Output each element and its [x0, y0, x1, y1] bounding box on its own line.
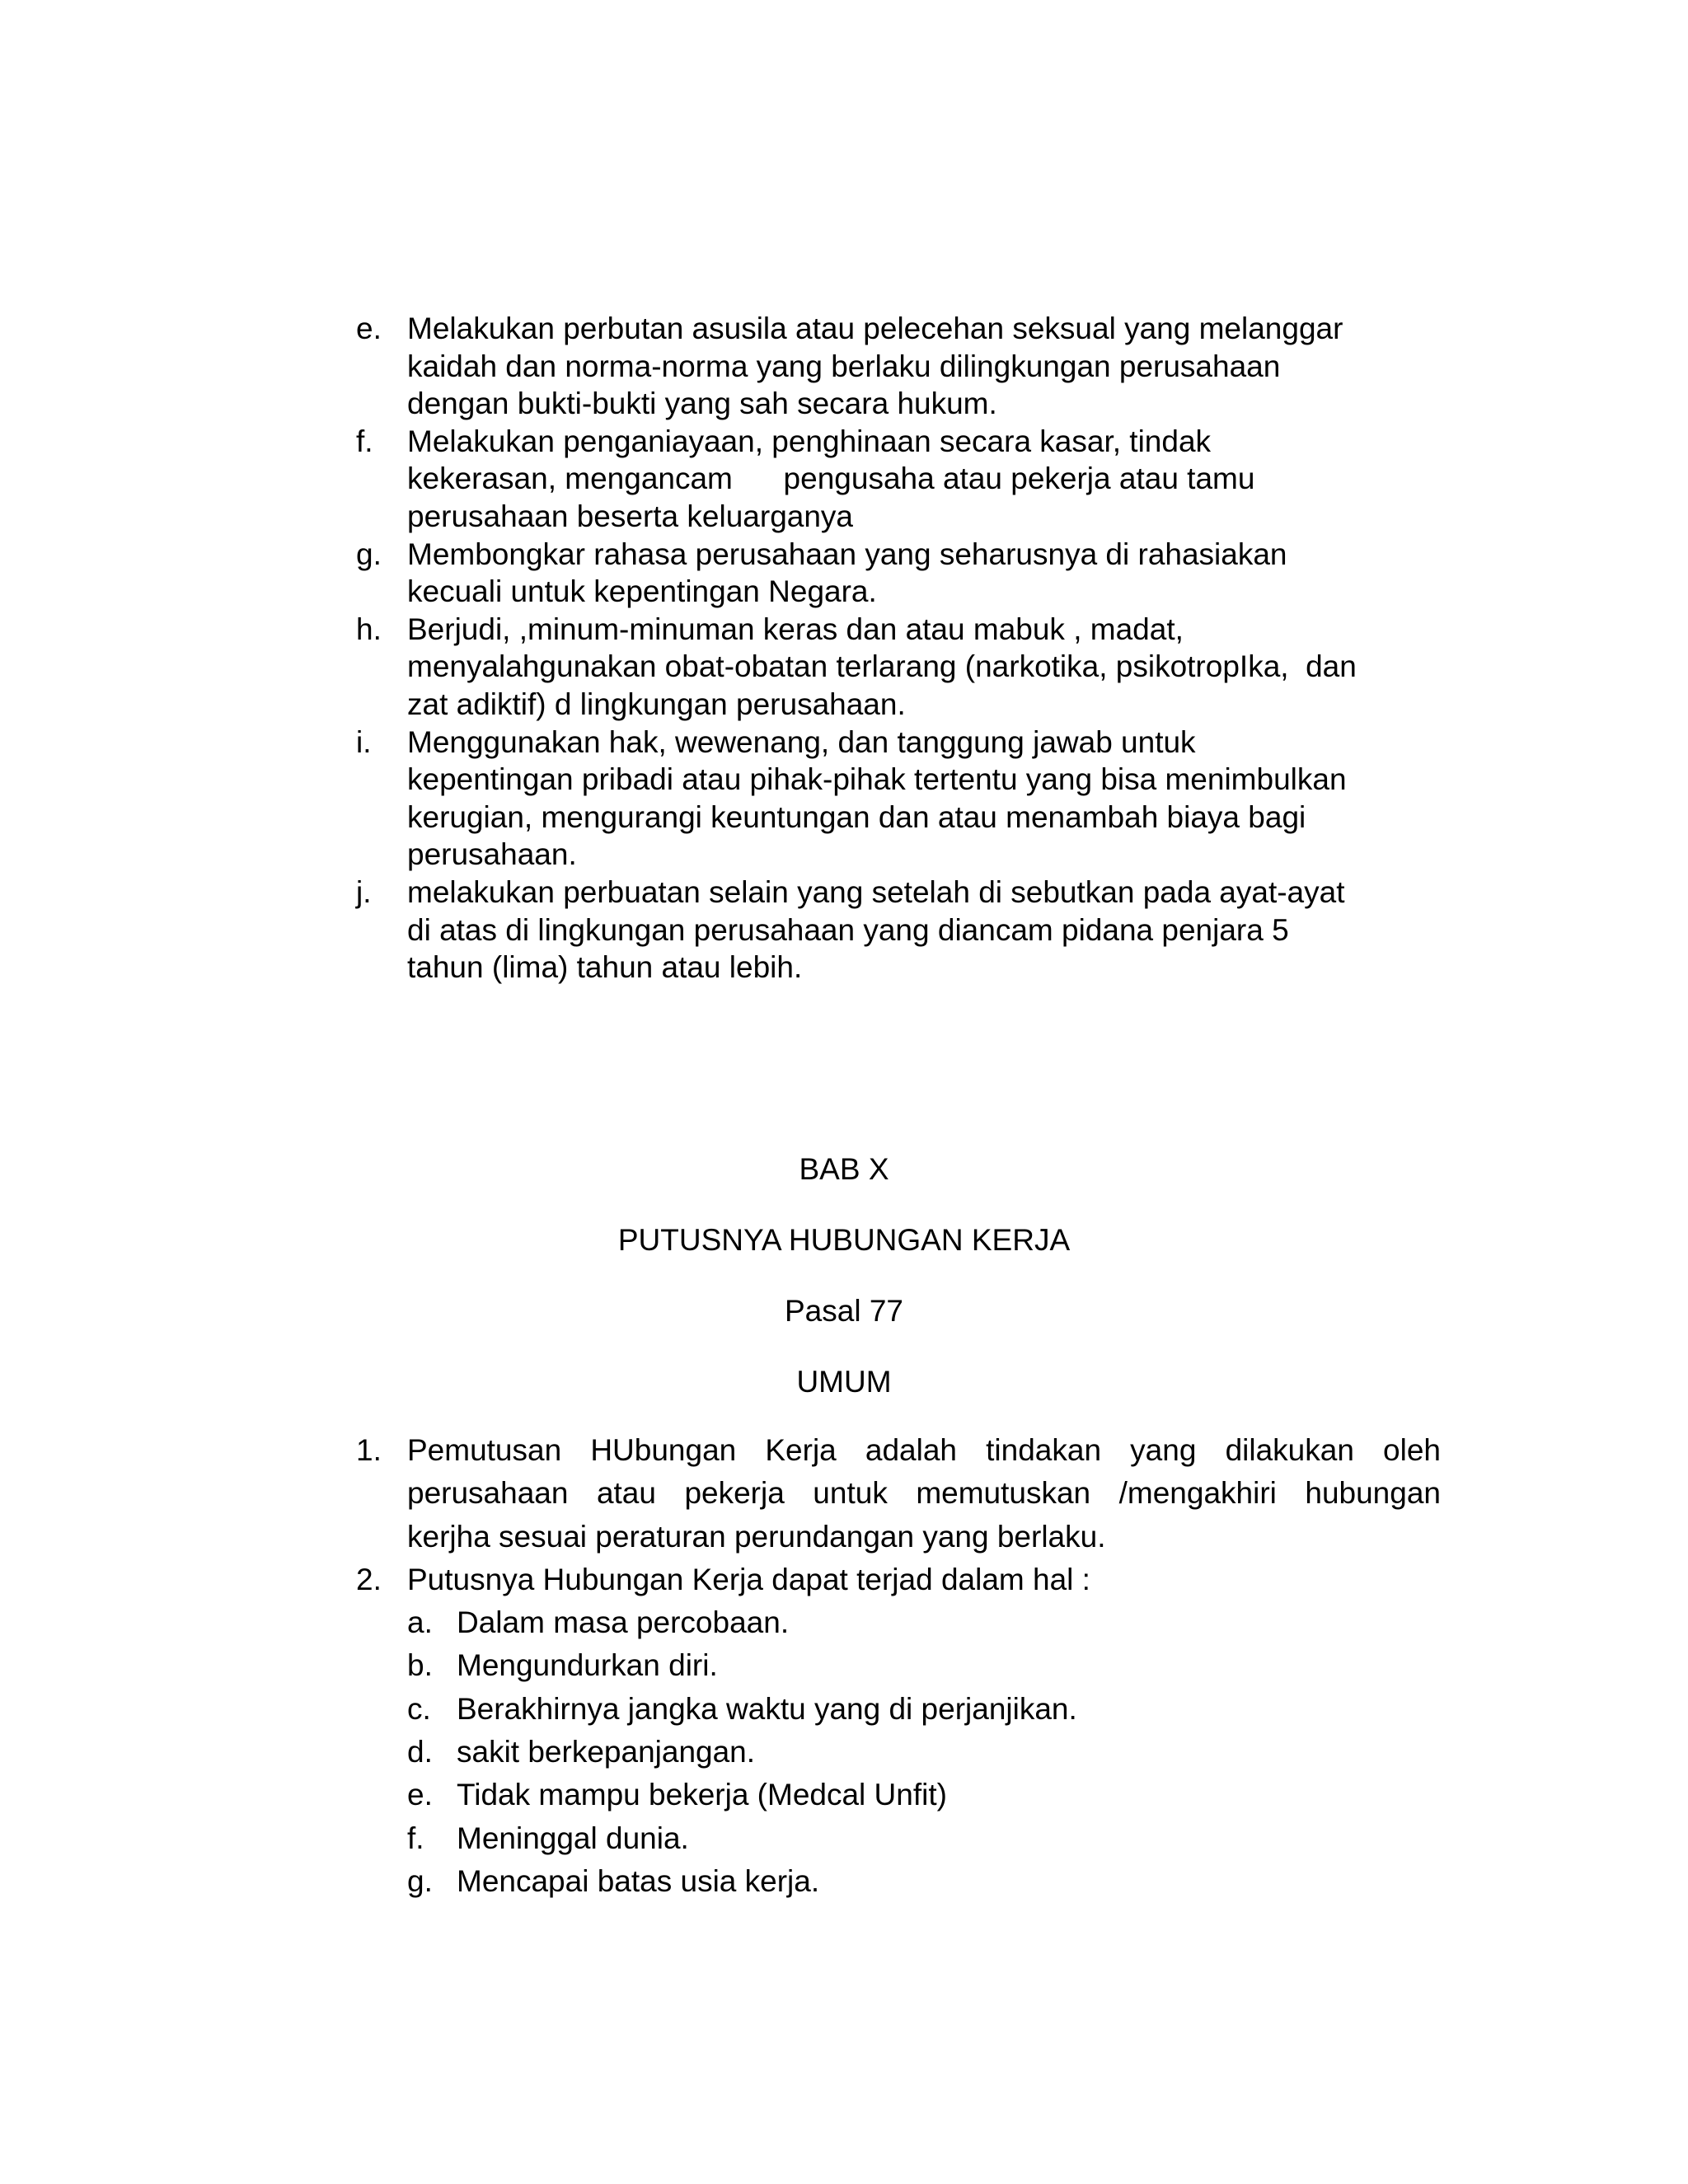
list-line: kepentingan pribadi atau pihak-pihak tertentu yang bisa menimbulkan	[407, 762, 1347, 797]
list-line: Melakukan perbutan asusila atau pelecehan seksual yang melanggar	[407, 312, 1343, 345]
list-line: perusahaan beserta keluarganya	[407, 499, 853, 533]
article-heading: Pasal 77	[785, 1294, 903, 1328]
list-marker: c.	[407, 1691, 431, 1726]
sub-list-item	[407, 1601, 1441, 1644]
list-line: menyalahgunakan obat-obatan terlarang (narkotika, psikotropIka, dan	[407, 649, 1357, 684]
list-marker: e.	[356, 312, 382, 345]
sub-list-item	[407, 1644, 1441, 1687]
list-marker: e.	[407, 1778, 433, 1812]
list-item	[356, 310, 1452, 423]
list-text: Mencapai batas usia kerja.	[457, 1863, 820, 1898]
sub-list-item	[407, 1860, 1441, 1903]
list-item	[356, 536, 1452, 611]
chapter-title: PUTUSNYA HUBUNGAN KERJA	[617, 1223, 1071, 1257]
list-line: tahun (lima) tahun atau lebih.	[407, 950, 803, 985]
list-line: kaidah dan norma-norma yang berlaku dilingkungan perusahaan	[407, 349, 1281, 383]
numbered-list	[356, 1429, 1441, 1903]
section-heading: UMUM	[796, 1365, 892, 1399]
list-marker: d.	[407, 1735, 433, 1769]
list-line: kerjha sesuai peraturan perundangan yang berlaku.	[407, 1519, 1106, 1554]
list-line: Membongkar rahasa perusahaan yang seharusnya di rahasiakan	[407, 537, 1287, 571]
list-marker: j.	[356, 874, 372, 909]
sub-list-item	[407, 1817, 1441, 1860]
list-marker: g.	[407, 1863, 433, 1898]
list-line: Berjudi, ,minum-minuman keras dan atau mabuk , madat,	[407, 612, 1184, 646]
sub-list-item	[407, 1731, 1441, 1774]
list-marker: a.	[407, 1605, 433, 1640]
list-line: perusahaan atau pekerja untuk memutuskan /mengakhiri hubungan	[407, 1476, 1441, 1511]
numbered-item-1	[356, 1429, 1441, 1558]
list-item	[356, 724, 1452, 874]
list-marker: 1.	[356, 1433, 382, 1467]
list-marker: h.	[356, 612, 382, 646]
list-line: kekerasan, mengancam pengusaha atau pekerja atau tamu	[407, 462, 1255, 496]
list-marker: g.	[356, 537, 382, 571]
termination-reasons-list	[407, 1601, 1441, 1903]
sub-list-item	[407, 1688, 1441, 1731]
list-item	[356, 874, 1452, 987]
list-line: Pemutusan HUbungan Kerja adalah tindakan yang dilakukan oleh	[407, 1433, 1441, 1467]
list-text: Meninggal dunia.	[457, 1821, 689, 1855]
list-item	[356, 611, 1452, 724]
list-marker: i.	[356, 724, 372, 759]
list-marker: 2.	[356, 1562, 382, 1596]
list-line: Melakukan penganiayaan, penghinaan secara kasar, tindak	[407, 424, 1212, 458]
numbered-item-2	[356, 1558, 1441, 1903]
article-conditions-list	[356, 310, 1452, 987]
list-line: dengan bukti-bukti yang sah secara hukum.	[407, 387, 997, 421]
list-text: Mengundurkan diri.	[457, 1648, 718, 1683]
list-marker: f.	[356, 424, 373, 458]
list-line: Putusnya Hubungan Kerja dapat terjad dalam hal :	[407, 1562, 1090, 1596]
list-line: kerugian, mengurangi keuntungan dan atau menambah biaya bagi	[407, 799, 1306, 834]
list-line: Menggunakan hak, wewenang, dan tanggung jawab untuk	[407, 724, 1196, 759]
list-line: melakukan perbuatan selain yang setelah di sebutkan pada ayat-ayat	[407, 874, 1345, 909]
sub-list-item	[407, 1774, 1441, 1816]
list-marker: f.	[407, 1821, 424, 1855]
list-line: di atas di lingkungan perusahaan yang diancam pidana penjara 5	[407, 912, 1289, 947]
list-line: perusahaan.	[407, 837, 577, 872]
list-line: zat adiktif) d lingkungan perusahaan.	[407, 687, 906, 721]
list-text: Dalam masa percobaan.	[457, 1605, 790, 1640]
list-text: sakit berkepanjangan.	[457, 1735, 756, 1769]
list-text: Berakhirnya jangka waktu yang di perjanjikan.	[457, 1691, 1077, 1726]
list-item	[356, 423, 1452, 536]
list-line: kecuali untuk kepentingan Negara.	[407, 574, 877, 609]
list-text: Tidak mampu bekerja (Medcal Unfit)	[457, 1778, 947, 1812]
list-marker: b.	[407, 1648, 433, 1683]
chapter-heading: BAB X	[799, 1152, 889, 1186]
